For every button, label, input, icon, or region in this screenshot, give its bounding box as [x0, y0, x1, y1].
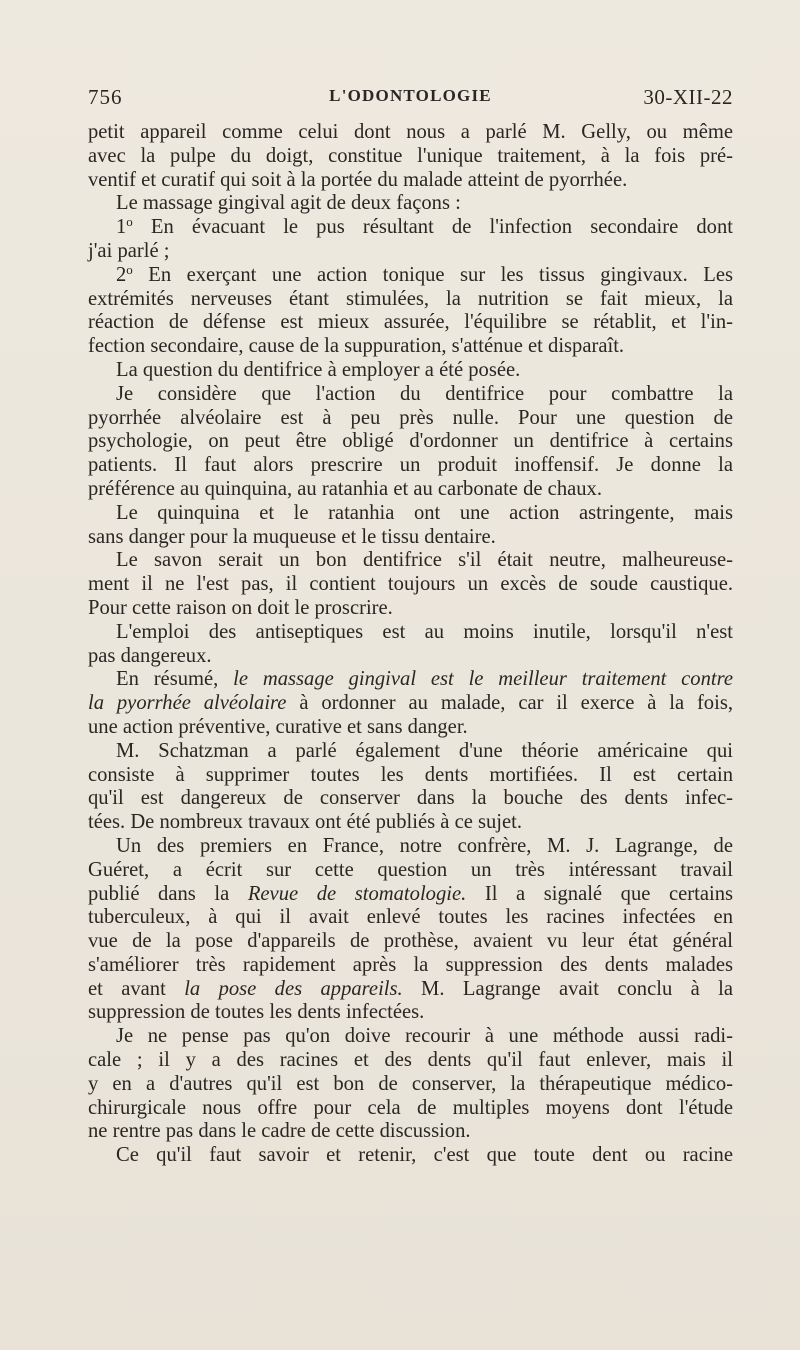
text-line — [88, 668, 733, 692]
text-line: La question du dentifrice à employer a été posée. — [116, 358, 521, 381]
text-line: pas dangereux. — [88, 644, 212, 667]
paragraph — [88, 192, 733, 216]
text-line: ventif et curatif qui soit à la portée du malade atteint de pyorrhée. — [88, 168, 628, 191]
text-run: et avant — [88, 977, 185, 1000]
text-line: fection secondaire, cause de la suppuration, s'atténue et disparaît. — [88, 335, 625, 358]
text-line: Le savon serait un bon dentifrice s'il était neutre, malheureuse- — [116, 549, 733, 572]
paragraph — [88, 1144, 733, 1168]
text-line — [88, 978, 733, 1002]
paragraph — [88, 621, 733, 669]
text-line: s'améliorer très rapidement après la suppression des dents malades — [88, 953, 733, 976]
text-run: publié dans la — [88, 882, 248, 905]
text-line: petit appareil comme celui dont nous a parlé M. Gelly, ou même — [88, 121, 733, 143]
italic-phrase: la pose des appareils. — [184, 977, 403, 1000]
paragraph — [88, 740, 733, 835]
text-line: Un des premiers en France, notre confrère, M. J. Lagrange, de — [116, 834, 733, 857]
text-line: 1$^o$ En évacuant le pus résultant de l'infection secondaire dont — [116, 214, 733, 239]
text-line: suppression de toutes les dents infectées. — [88, 1001, 425, 1024]
paragraph — [88, 383, 733, 502]
text-line: tées. De nombreux travaux ont été publiés à ce sujet. — [88, 811, 523, 834]
text-line — [88, 883, 733, 907]
paragraph — [88, 549, 733, 620]
body-text — [88, 121, 733, 1168]
text-run: M. Lagrange avait conclu à la — [402, 977, 733, 1000]
text-line: Ce qu'il faut savoir et retenir, c'est que toute dent ou racine — [116, 1144, 733, 1167]
page-number: 756 — [88, 85, 123, 109]
text-line: Le quinquina et le ratanhia ont une action astringente, mais — [116, 501, 733, 524]
text-line: j'ai parlé ; — [88, 239, 170, 262]
issue-date: 30-XII-22 — [643, 85, 733, 109]
text-line: chirurgicale nous offre pour cela de multiples moyens dont l'étude — [88, 1096, 733, 1119]
text-line: psychologie, on peut être obligé d'ordonner un dentifrice à certains — [88, 430, 733, 453]
text-line — [88, 692, 733, 716]
text-line: Guéret, a écrit sur cette question un très intéressant travail — [88, 858, 733, 881]
text-run: En résumé, — [116, 668, 234, 691]
paragraph — [88, 216, 733, 264]
paragraph — [88, 261, 733, 359]
italic-phrase: la pyorrhée alvéolaire — [88, 692, 287, 715]
text-line: avec la pulpe du doigt, constitue l'unique traitement, à la fois pré- — [88, 144, 733, 167]
text-line: Je considère que l'action du dentifrice pour combattre la — [116, 382, 733, 405]
text-line: préférence au quinquina, au ratanhia et au carbonate de chaux. — [88, 477, 602, 500]
text-line: Je ne pense pas qu'on doive recourir à une méthode aussi radi- — [116, 1025, 733, 1048]
text-line: Pour cette raison on doit le proscrire. — [88, 596, 393, 619]
text-line: M. Schatzman a parlé également d'une théorie américaine qui — [116, 739, 733, 762]
text-line: patients. Il faut alors prescrire un produit inoffensif. Je donne la — [88, 454, 733, 477]
running-header — [88, 85, 733, 115]
text-line: consiste à supprimer toutes les dents mortifiées. Il est certain — [88, 763, 733, 786]
text-line: L'emploi des antiseptiques est au moins inutile, lorsqu'il n'est — [116, 620, 733, 643]
italic-phrase: le massage gingival est le meilleur traitement contre — [233, 668, 734, 691]
text-line: tuberculeux, à qui il avait enlevé toutes les racines infectées en — [88, 906, 733, 929]
text-line: sans danger pour la muqueuse et le tissu dentaire. — [88, 525, 496, 548]
text-line: Le massage gingival agit de deux façons : — [116, 192, 461, 215]
text-line: cale ; il y a des racines et des dents qu'il faut enlever, mais il — [88, 1049, 733, 1072]
text-line: y en a d'autres qu'il est bon de conserver, la thérapeutique médico- — [88, 1072, 733, 1095]
paragraph — [88, 121, 733, 192]
text-line: vue de la pose d'appareils de prothèse, avaient vu leur état général — [88, 930, 733, 953]
text-line: réaction de défense est mieux assurée, l'équilibre se rétablit, et l'in- — [88, 311, 733, 334]
paragraph — [88, 668, 733, 739]
text-line: ne rentre pas dans le cadre de cette discussion. — [88, 1120, 471, 1143]
paragraph — [88, 1025, 733, 1144]
text-run: Il a signalé que certains — [466, 882, 733, 905]
text-run: à ordonner au malade, car il exerce à la fois, — [286, 692, 733, 715]
text-line: une action préventive, curative et sans danger. — [88, 715, 468, 738]
text-line: 2$^o$ En exerçant une action tonique sur les tissus gingivaux. Les — [116, 261, 733, 286]
italic-phrase: Revue de stomatologie. — [247, 882, 467, 905]
text-line: ment il ne l'est pas, il contient toujours un excès de soude caustique. — [88, 573, 733, 596]
paragraph — [88, 502, 733, 550]
text-line: qu'il est dangereux de conserver dans la bouche des dents infec- — [88, 787, 733, 810]
text-line: pyorrhée alvéolaire est à peu près nulle. Pour une question de — [88, 406, 733, 429]
paragraph — [88, 835, 733, 1025]
text-line: extrémités nerveuses étant stimulées, la nutrition se fait mieux, la — [88, 287, 733, 310]
paragraph — [88, 359, 733, 383]
journal-title: L'ODONTOLOGIE — [329, 86, 492, 105]
